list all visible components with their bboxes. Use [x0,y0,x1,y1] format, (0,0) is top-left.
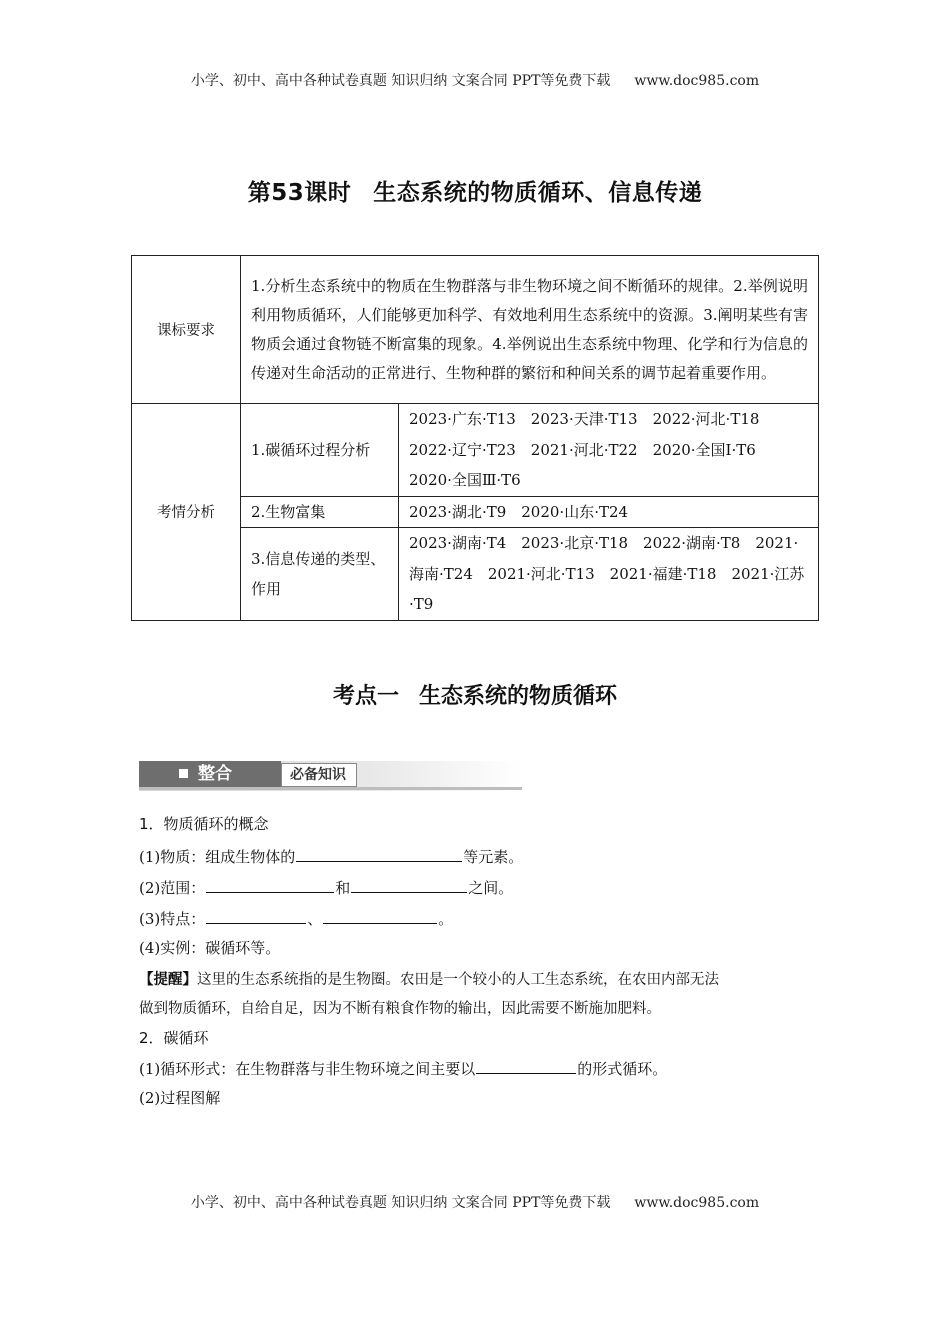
line-text: 等元素。 [463,848,524,866]
banner-underline [139,787,522,790]
fill-blank[interactable] [296,845,462,862]
section-heading [0,679,950,710]
exam-topic-1: 1.碳循环过程分析 [241,404,399,497]
reminder-label: 【提醒】 [139,972,197,988]
carbon-cycle-heading: 2．碳循环 [139,1029,209,1047]
fill-blank[interactable] [351,876,467,893]
banner-main-label: 整合 [198,764,232,784]
fill-blank[interactable] [323,907,437,924]
line-text: (3)特点： [139,910,206,928]
banner-tag: 必备知识 [281,763,357,787]
line-text: 、 [307,910,323,928]
reminder-line-2: 做到物质循环，自给自足，因为不断有粮食作物的输出，因此需要不断施加肥料。 [139,1001,661,1017]
concept-line-4: (4)实例：碳循环等。 [139,939,281,957]
line-text: 之间。 [468,879,514,897]
exam-topic-2: 2.生物富集 [241,496,399,528]
square-bullet-icon [179,769,188,778]
carbon-line-2: (2)过程图解 [139,1089,221,1107]
fill-blank[interactable] [206,876,334,893]
requirements-row [132,256,819,404]
footer-text: 小学、初中、高中各种试卷真题 知识归纳 文案合同 PPT等免费下载 [190,1195,611,1211]
exam-row-1 [132,404,819,497]
line-text: 。 [438,910,454,928]
concept-line-1 [139,845,523,867]
page-header [0,70,950,90]
curriculum-table [131,255,819,621]
requirements-label: 课标要求 [132,256,241,404]
reminder-line-1 [139,968,719,989]
exam-refs-3: 2023·湖南·T4 2023·北京·T18 2022·湖南·T8 2021·海南·T24 2021·河北·T13 2021·福建·T18 2021·江苏·T9 [399,528,819,621]
header-text: 小学、初中、高中各种试卷真题 知识归纳 文案合同 PPT等免费下载 [190,73,611,89]
line-text: (1)循环形式：在生物群落与非生物环境之间主要以 [139,1060,476,1078]
page-footer [0,1192,950,1212]
requirements-text: 1.分析生态系统中的物质在生物群落与非生物环境之间不断循环的规律。2.举例说明利用物质循环，人们能够更加科学、有效地利用生态系统中的资源。3.阐明某些有害物质会通过食物链不断富集的现象。4.举例说出生态系统中物理、化学和行为信息的传递对生命活动的正常进行、生物种群的繁衍和种间关系的调节起着重要作用。 [241,256,819,404]
section-title: 生态系统的物质循环 [419,684,618,709]
exam-topic-3: 3.信息传递的类型、作用 [241,528,399,621]
exam-refs-2: 2023·湖北·T9 2020·山东·T24 [399,496,819,528]
lesson-number: 第53课时 [247,180,352,206]
line-text: (2)范围： [139,879,206,897]
concept-line-2 [139,876,513,898]
line-text: 和 [335,879,351,897]
line-text: 的形式循环。 [577,1060,668,1078]
carbon-line-1 [139,1057,667,1079]
line-text: (1)物质：组成生物体的 [139,848,296,866]
section-label: 考点一 [332,684,399,709]
fill-blank[interactable] [206,907,306,924]
page-title [0,174,950,207]
footer-site-link[interactable]: www.doc985.com [634,1195,760,1211]
reminder-text-1: 这里的生态系统指的是生物圈。农田是一个较小的人工生态系统，在农田内部无法 [197,972,719,988]
header-site-link[interactable]: www.doc985.com [634,73,760,89]
fill-blank[interactable] [476,1057,576,1074]
knowledge-banner [139,761,522,791]
concept-line-3 [139,907,453,929]
concept-heading: 1．物质循环的概念 [139,815,269,833]
exam-analysis-label: 考情分析 [132,404,241,621]
exam-refs-1: 2023·广东·T13 2023·天津·T13 2022·河北·T18 2022·辽宁·T23 2021·河北·T22 2020·全国Ⅰ·T6 2020·全国Ⅲ·T6 [399,404,819,497]
lesson-topic: 生态系统的物质循环、信息传递 [373,180,703,206]
banner-main [139,761,281,787]
